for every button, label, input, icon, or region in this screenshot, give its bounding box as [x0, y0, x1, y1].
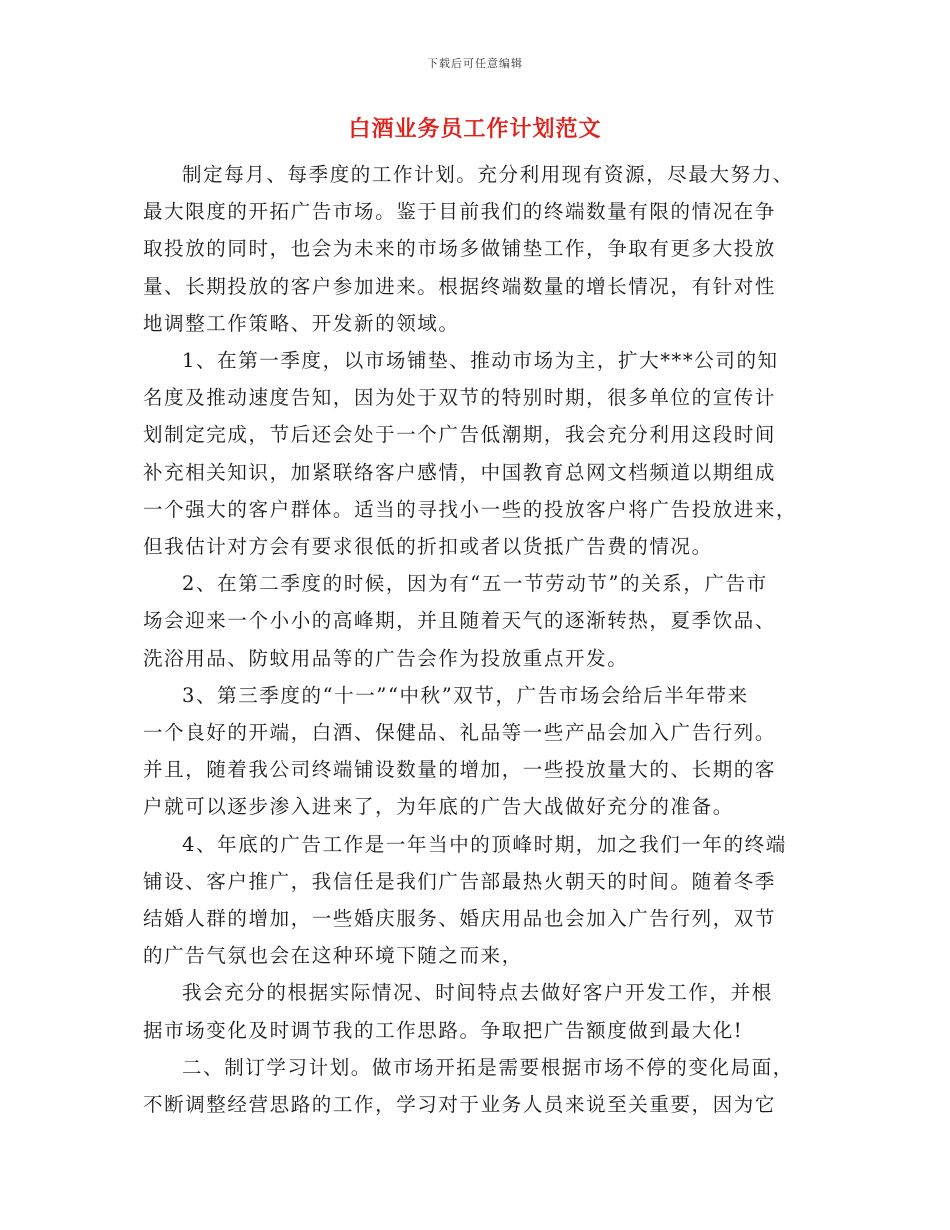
text-line: 不断调整经营思路的工作，学习对于业务人员来说至关重要，因为它	[143, 1093, 777, 1117]
paragraph	[143, 974, 808, 1048]
text-line: 名度及推动速度告知，因为处于双节的特别时期，很多单位的宣传计	[143, 386, 777, 410]
text-line: 4、年底的广告工作是一年当中的顶峰时期，加之我们一年的终端	[182, 832, 787, 856]
header-note: 下载后可任意编辑	[427, 57, 523, 70]
text-line: 但我估计对方会有要求很低的折扣或者以货抵广告费的情况。	[143, 535, 713, 559]
text-line: 场会迎来一个小小的高峰期，并且随着天气的逐渐转热，夏季饮品、	[143, 609, 777, 633]
text-line: 3、第三季度的“十一”“中秋”双节，广告市场会给后半年带来	[182, 683, 749, 707]
text-line: 最大限度的开拓广告市场。鉴于目前我们的终端数量有限的情况在争	[143, 200, 777, 224]
text-line: 一个良好的开端，白酒、保健品、礼品等一些产品会加入广告行列。	[143, 721, 777, 745]
paragraph	[143, 156, 808, 342]
paragraph	[143, 565, 808, 677]
document-title: 白酒业务员工作计划范文	[348, 116, 602, 142]
text-line: 制定每月、每季度的工作计划。充分利用现有资源，尽最大努力、	[182, 163, 794, 186]
text-line: 洗浴用品、防蚊用品等的广告会作为投放重点开发。	[143, 646, 629, 670]
paragraph	[143, 826, 808, 975]
text-line: 一个强大的客户群体。适当的寻找小一些的投放客户将广告投放进来，	[143, 497, 798, 521]
text-line: 补充相关知识，加紧联络客户感情，中国教育总网文档频道以期组成	[143, 460, 777, 484]
document-body	[143, 156, 808, 1123]
text-line: 划制定完成，节后还会处于一个广告低潮期，我会充分利用这段时间	[143, 423, 777, 447]
text-line: 并且，随着我公司终端铺设数量的增加，一些投放量大的、长期的客	[143, 758, 777, 782]
text-line: 地调整工作策略、开发新的领域。	[143, 311, 460, 335]
text-line: 我会充分的根据实际情况、时间特点去做好客户开发工作，并根	[182, 981, 773, 1005]
text-line: 取投放的同时，也会为未来的市场多做铺垫工作，争取有更多大投放	[143, 237, 777, 261]
text-line: 量、长期投放的客户参加进来。根据终端数量的增长情况，有针对性	[143, 274, 777, 298]
paragraph	[143, 1049, 808, 1123]
text-line: 户就可以逐步渗入进来了，为年底的广告大战做好充分的准备。	[143, 795, 734, 819]
text-line: 据市场变化及时调节我的工作思路。争取把广告额度做到最大化!	[143, 1018, 744, 1042]
text-line: 结婚人群的增加，一些婚庆服务、婚庆用品也会加入广告行列，双节	[143, 907, 777, 931]
text-line: 2、在第二季度的时候，因为有“五一节劳动节”的关系，广告市	[182, 572, 768, 596]
paragraph	[143, 677, 808, 826]
text-line: 的广告气氛也会在这种环境下随之而来，	[143, 944, 523, 968]
paragraph	[143, 342, 808, 565]
text-line: 1、在第一季度，以市场铺垫、推动市场为主，扩大***公司的知	[182, 349, 779, 373]
text-line: 二、制订学习计划。做市场开拓是需要根据市场不停的变化局面，	[182, 1055, 794, 1079]
text-line: 铺设、客户推广，我信任是我们广告部最热火朝天的时间。随着冬季	[143, 869, 777, 893]
